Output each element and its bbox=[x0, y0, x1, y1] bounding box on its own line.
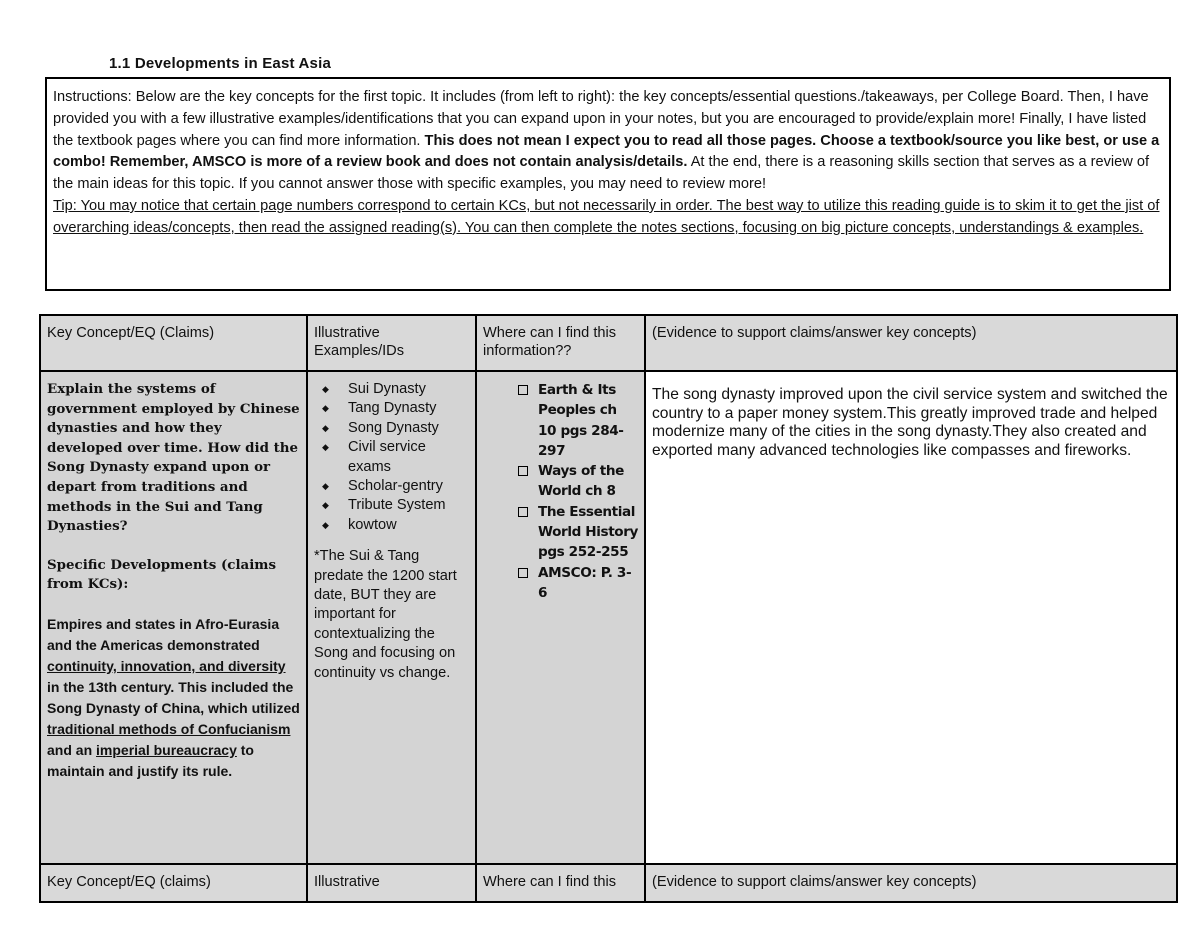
list-item: ◆ Sui Dynasty bbox=[348, 380, 469, 399]
instructions-bold: This does not mean I expect you to read all those pages. Choose a textbook/source you like best, or use a combo! Remember, AMSCO is more of a review book and does not contain analysis/details. bbox=[53, 132, 1160, 171]
header-key-concept: Key Concept/EQ (Claims) bbox=[40, 315, 307, 371]
examples-list bbox=[314, 380, 469, 535]
sources-list bbox=[483, 380, 638, 603]
list-item: ◆ Civil service exams bbox=[348, 438, 469, 477]
claim-text-d: to maintain and justify its rule. bbox=[47, 741, 254, 779]
source-label: AMSCO: P. 3-6 bbox=[538, 564, 632, 601]
claim-underline-3: imperial bureaucracy bbox=[96, 741, 237, 758]
claim-text-a: Empires and states in Afro-Eurasia and the Americas demonstrated bbox=[47, 615, 280, 653]
examples-cell bbox=[307, 371, 476, 864]
examples-note: *The Sui & Tang predate the 1200 start date, BUT they are important for contextualizing the Song and focusing on continuity vs change. bbox=[314, 548, 457, 681]
table-row bbox=[40, 371, 1177, 864]
table-header-row-2 bbox=[40, 864, 1177, 902]
header-where: Where can I find this information?? bbox=[476, 315, 645, 371]
key-concept-cell bbox=[40, 371, 307, 864]
list-item bbox=[538, 380, 638, 461]
header2-illustrative: Illustrative bbox=[307, 864, 476, 902]
checkbox-icon bbox=[518, 568, 528, 578]
source-label: Ways of the World ch 8 bbox=[538, 463, 624, 500]
instructions-tip: Tip: You may notice that certain page numbers correspond to certain KCs, but not necessarily in order. The best way to utilize this reading guide is to skim it to get the jist of overarching ideas/concepts, then read the assigned reading(s). You can then complete the notes sections, focusing on big picture concepts, understandings & examples. bbox=[53, 197, 1160, 236]
source-label: Earth & Its Peoples ch 10 pgs 284-297 bbox=[538, 382, 624, 459]
header-evidence: (Evidence to support claims/answer key concepts) bbox=[645, 315, 1177, 371]
table-header-row bbox=[40, 315, 1177, 371]
claim-underline-1: continuity, innovation, and diversity bbox=[47, 657, 286, 674]
list-item: ◆ Tang Dynasty bbox=[348, 399, 469, 418]
header-illustrative: Illustrative Examples/IDs bbox=[307, 315, 476, 371]
claim-underline-2: traditional methods of Confucianism bbox=[47, 720, 291, 737]
list-item: ◆ Song Dynasty bbox=[348, 419, 469, 438]
header2-where: Where can I find this bbox=[476, 864, 645, 902]
key-concept-claim bbox=[47, 614, 300, 782]
list-item: ◆ Scholar-gentry bbox=[348, 477, 469, 496]
specific-developments-heading: Specific Developments (claims from KCs): bbox=[47, 556, 277, 593]
list-item bbox=[538, 502, 638, 563]
evidence-text[interactable]: The song dynasty improved upon the civil service system and switched the country to a paper money system.This greatly improved trade and helped modernize many of the cities in the song dynasty.They also created and exported many advanced technologies like compasses and fireworks. bbox=[652, 386, 1168, 459]
page-title: 1.1 Developments in East Asia bbox=[109, 55, 331, 72]
header2-key-concept: Key Concept/EQ (claims) bbox=[40, 864, 307, 902]
checkbox-icon bbox=[518, 507, 528, 517]
list-item bbox=[538, 563, 638, 604]
sources-cell bbox=[476, 371, 645, 864]
instructions-box bbox=[45, 77, 1171, 291]
instructions-text bbox=[53, 87, 1163, 196]
evidence-cell[interactable] bbox=[645, 371, 1177, 864]
instructions-part2: At the end, there is a reasoning skills section that serves as a review of the main ideas for this topic. If you cannot answer those with specific examples, you may need to review more! bbox=[53, 154, 1150, 193]
source-label: The Essential World History pgs 252-255 bbox=[538, 503, 639, 561]
checkbox-icon bbox=[518, 385, 528, 395]
header2-evidence: (Evidence to support claims/answer key concepts) bbox=[645, 864, 1177, 902]
list-item: ◆ kowtow bbox=[348, 516, 469, 535]
claim-text-b: in the 13th century. This included the Song Dynasty of China, which utilized bbox=[47, 678, 300, 716]
checkbox-icon bbox=[518, 466, 528, 476]
essential-question: Explain the systems of government employed by Chinese dynasties and how they developed over time. How did the Song Dynasty expand upon or depart from traditions and methods in the Sui and Tang Dynasties? bbox=[47, 381, 300, 535]
instructions-part1: Instructions: Below are the key concepts for the first topic. It includes (from left to right): the key concepts/essential questions./takeaways, per College Board. Then, I have provided you with a few illustrative examples/identifications that you can expand upon in your notes, but you are encouraged to provide/explain more! Finally, I have listed the textbook pages where you can find more information. bbox=[53, 89, 1149, 149]
claim-text-c: and an bbox=[47, 741, 97, 758]
key-concepts-table bbox=[39, 314, 1178, 903]
list-item bbox=[538, 461, 638, 502]
list-item: ◆ Tribute System bbox=[348, 496, 469, 515]
